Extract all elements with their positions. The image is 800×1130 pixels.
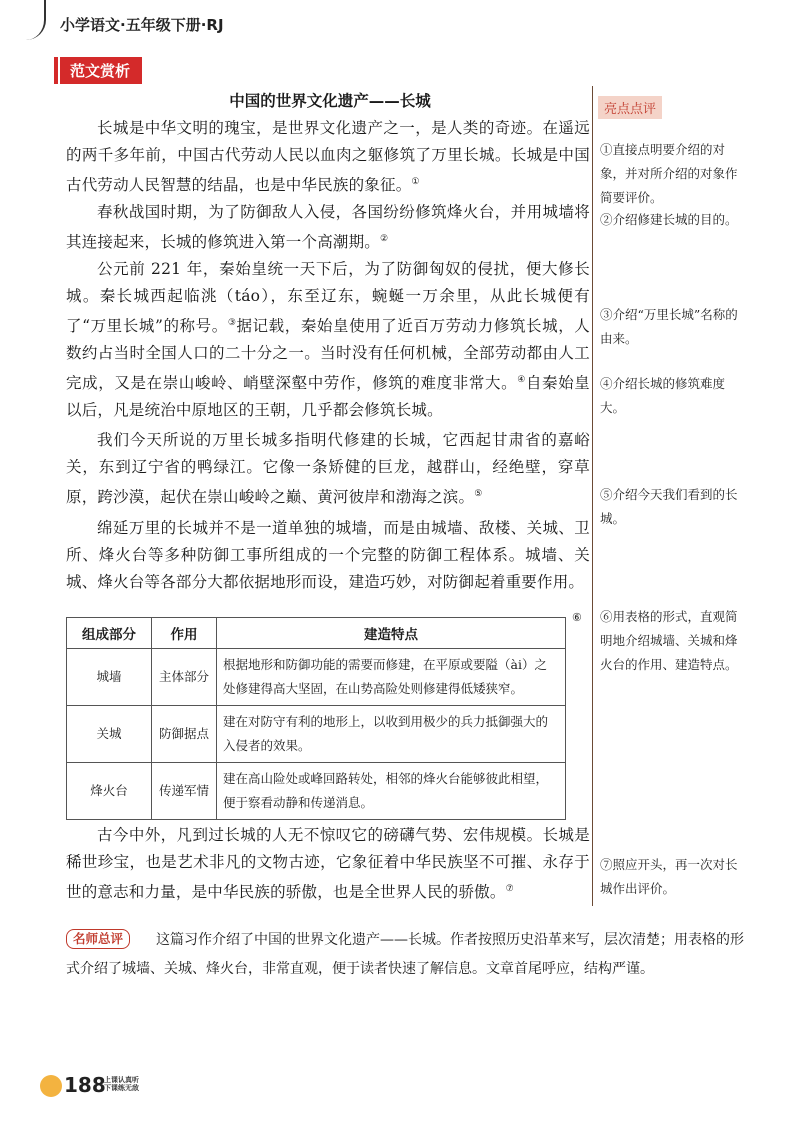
- article-title: 中国的世界文化遗产——长城: [229, 92, 431, 110]
- table-header-row: [67, 618, 566, 649]
- sidebar-note: ⑦照应开头，再一次对长城作出评价。: [600, 857, 738, 896]
- sidebar-note: ④介绍长城的修筑难度大。: [600, 376, 726, 415]
- table-header: 组成部分: [67, 618, 152, 649]
- summary-tag: 名师总评: [66, 929, 130, 949]
- table-cell: 建在对防守有利的地形上，以收到用极少的兵力抵御强大的入侵者的效果。: [217, 706, 566, 763]
- table-cell: 传递军情: [152, 763, 217, 820]
- table-cell: 建在高山险处或峰回路转处，相邻的烽火台能够彼此相望，便于察看动静和传递消息。: [217, 763, 566, 820]
- table-row: [67, 763, 566, 820]
- page-corner-decoration: [0, 0, 46, 40]
- table-cell: 烽火台: [67, 763, 152, 820]
- paragraph-2: 春秋战国时期，为了防御敌人入侵，各国纷纷修筑烽火台，并用城墙将其连接起来，长城的修筑进入第一个高潮期。②: [66, 203, 590, 252]
- sidebar-note: ③介绍“万里长城”名称的由来。: [600, 307, 738, 346]
- table-cell: 关城: [67, 706, 152, 763]
- table-row: [67, 649, 566, 706]
- paragraph-4: 我们今天所说的万里长城多指明代修建的长城，它西起甘肃省的嘉峪关，东到辽宁省的鸭绿江。它像一条矫健的巨龙，越群山，经绝壁，穿草原，跨沙漠，起伏在崇山峻岭之巅、黄河彼岸和渤海之滨。⑤: [66, 431, 590, 507]
- sidebar-note: ⑥用表格的形式，直观简明地介绍城墙、关城和烽火台的作用、建造特点。: [600, 609, 738, 672]
- section-tag: 范文赏析: [60, 57, 142, 84]
- sidebar-note: ①直接点明要介绍的对象，并对所介绍的对象作简要评价。: [600, 142, 738, 205]
- table-header: 建造特点: [217, 618, 566, 649]
- table-header: 作用: [152, 618, 217, 649]
- table-marker: ⑥: [572, 611, 582, 624]
- sidebar-title: 亮点点评: [598, 96, 662, 119]
- book-header: 小学语文·五年级下册·RJ: [60, 16, 224, 34]
- table-cell: 主体部分: [152, 649, 217, 706]
- table-row: [67, 706, 566, 763]
- paragraph-3: 公元前 221 年，秦始皇统一天下后，为了防御匈奴的侵扰，便大修长城。秦长城西起临洮（táo），东至辽东，蜿蜒一万余里，从此长城便有了“万里长城”的称号。③据记载，秦始皇使用了近百万劳动力修筑长城，人数约占当时全国人口的二十分之一。当时没有任何机械，全部劳动都由人工完成，又是在崇山峻岭、峭壁深壑中劳作，修筑的难度非常大。④自秦始皇以后，凡是统治中原地区的王朝，几乎都会修筑长城。: [66, 260, 590, 420]
- paragraph-1: 长城是中华文明的瑰宝，是世界文化遗产之一，是人类的奇迹。在遥远的两千多年前，中国古代劳动人民以血肉之躯修筑了万里长城。长城是中国古代劳动人民智慧的结晶，也是中华民族的象征。①: [66, 119, 590, 195]
- summary-text: 这篇习作介绍了中国的世界文化遗产——长城。作者按照历史沿革来写，层次清楚；用表格的形式介绍了城墙、关城、烽火台，非常直观，便于读者快速了解信息。文章首尾呼应，结构严谨。: [66, 932, 744, 977]
- sidebar-note: ②介绍修建长城的目的。: [600, 212, 738, 227]
- page-number: 188: [64, 1073, 106, 1097]
- column-divider: [592, 86, 593, 906]
- table-cell: 城墙: [67, 649, 152, 706]
- paragraph-6: 古今中外，凡到过长城的人无不惊叹它的磅礴气势、宏伟规模。长城是稀世珍宝，也是艺术非凡的文物古迹，它象征着中华民族坚不可摧、永存于世的意志和力量，是中华民族的骄傲，也是全世界人民的骄傲。⑦: [66, 826, 590, 902]
- mascot-icon: [40, 1075, 62, 1097]
- structure-table: [66, 617, 566, 820]
- table-cell: 防御据点: [152, 706, 217, 763]
- footer-slogan: 上课认真听 下课练无敌: [104, 1076, 139, 1092]
- sidebar-note: ⑤介绍今天我们看到的长城。: [600, 487, 738, 526]
- table-cell: 根据地形和防御功能的需要而修建，在平原或要隘（ài）之处修建得高大坚固，在山势高险处则修建得低矮狭窄。: [217, 649, 566, 706]
- paragraph-5: 绵延万里的长城并不是一道单独的城墙，而是由城墙、敌楼、关城、卫所、烽火台等多种防御工事所组成的一个完整的防御工程体系。城墙、关城、烽火台等各部分大都依据地形而设，建造巧妙，对防御起着重要作用。: [66, 519, 590, 591]
